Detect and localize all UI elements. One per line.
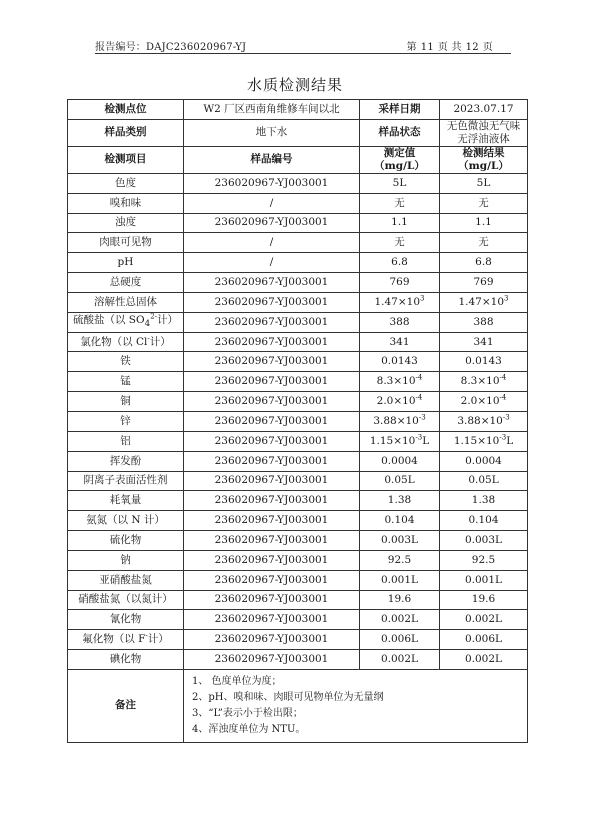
sample-no-cell: 236020967-YJ003001 <box>184 570 360 590</box>
measured-cell <box>360 273 440 293</box>
result-value: 0.0004 <box>465 454 502 467</box>
measured-cell <box>360 253 440 273</box>
measured-cell <box>360 292 440 312</box>
table-row <box>68 511 528 531</box>
result-cell <box>440 431 528 451</box>
item-name: 锌 <box>120 414 131 427</box>
page-prefix: 第 <box>406 42 417 53</box>
measured-value: 92.5 <box>387 553 412 566</box>
result-exponent: -4 <box>499 393 507 402</box>
item-cell <box>68 630 184 650</box>
item-cell <box>68 550 184 570</box>
measured-cell <box>360 411 440 431</box>
sample-no-cell: 236020967-YJ003001 <box>184 372 360 392</box>
item-name: 总硬度 <box>109 275 142 288</box>
item-cell <box>68 590 184 610</box>
page-mid: 页 共 <box>437 42 462 53</box>
item-name: 铜 <box>120 395 131 408</box>
result-value: 0.006L <box>464 633 503 646</box>
point-label: 检测点位 <box>68 100 184 120</box>
measured-value: 6.8 <box>391 256 408 269</box>
item-cell <box>68 213 184 233</box>
measured-value: 1.47×10 <box>374 295 421 308</box>
measured-exponent: -4 <box>415 393 423 402</box>
item-name: 氯化物（以 Cl <box>80 335 148 348</box>
result-cell <box>440 173 528 193</box>
result-suffix: L <box>506 434 514 447</box>
result-value: 1.15×10 <box>453 434 500 447</box>
sample-no-cell: 236020967-YJ003001 <box>184 491 360 511</box>
sample-no-cell: 236020967-YJ003001 <box>184 332 360 352</box>
measured-value: 0.0004 <box>381 454 418 467</box>
measured-exponent: -3 <box>418 413 426 422</box>
result-exponent: -3 <box>499 433 507 442</box>
report-number-value: DAJC236020967-YJ <box>146 42 247 53</box>
table-row <box>68 630 528 650</box>
item-superscript: - <box>147 334 150 343</box>
item-name: 溶解性总固体 <box>94 295 157 308</box>
table-row <box>68 650 528 670</box>
table-row <box>68 352 528 372</box>
item-cell <box>68 173 184 193</box>
result-value: 5L <box>476 176 491 189</box>
result-exponent: 3 <box>504 294 509 303</box>
result-value: 无 <box>478 196 489 209</box>
result-value: 0.001L <box>464 573 503 586</box>
item-name: 铁 <box>120 355 131 368</box>
table-row <box>68 491 528 511</box>
table-row <box>68 451 528 471</box>
result-value: 3.88×10 <box>457 414 503 427</box>
results-table <box>67 99 528 743</box>
table-row <box>68 392 528 412</box>
remark-line: 2、pH、嗅和味、肉眼可见物单位为无量纲 <box>192 691 384 703</box>
remarks-content <box>184 669 528 742</box>
table-row <box>68 531 528 551</box>
item-name: 肉眼可见物 <box>99 236 152 249</box>
item-name: 阴离子表面活性剂 <box>83 474 168 487</box>
result-cell <box>440 411 528 431</box>
item-name: pH <box>117 256 134 269</box>
measured-cell <box>360 610 440 630</box>
result-cell <box>440 253 528 273</box>
item-cell <box>68 233 184 253</box>
measured-value: 19.6 <box>387 593 412 606</box>
measured-value: 388 <box>389 315 410 328</box>
info-row-point <box>68 100 528 120</box>
page-total: 12 <box>465 42 479 53</box>
sample-no-cell: 236020967-YJ003001 <box>184 531 360 551</box>
result-value: 1.1 <box>475 216 492 229</box>
result-cell <box>440 590 528 610</box>
result-exponent: -3 <box>502 413 510 422</box>
sample-no-cell: / <box>184 253 360 273</box>
item-cell <box>68 273 184 293</box>
item-cell <box>68 372 184 392</box>
item-cell <box>68 352 184 372</box>
result-cell <box>440 630 528 650</box>
table-row <box>68 610 528 630</box>
measured-value: 1.1 <box>391 216 408 229</box>
result-value: 0.002L <box>464 613 503 626</box>
measured-cell <box>360 491 440 511</box>
result-value: 0.104 <box>468 514 499 527</box>
page-indicator <box>405 38 495 53</box>
result-cell <box>440 312 528 332</box>
sample-no-cell: 236020967-YJ003001 <box>184 471 360 491</box>
remark-line: 1、 色度单位为度； <box>192 675 282 687</box>
item-cell <box>68 451 184 471</box>
sample-no-cell: 236020967-YJ003001 <box>184 590 360 610</box>
item-name: 浊度 <box>115 216 136 229</box>
measured-cell <box>360 550 440 570</box>
page-title: 水质检测结果 <box>246 76 343 94</box>
item-subscript: 4 <box>144 318 151 329</box>
table-row <box>68 372 528 392</box>
table-row <box>68 273 528 293</box>
col-sample-header: 样品编号 <box>184 146 360 173</box>
measured-cell <box>360 372 440 392</box>
measured-value: 无 <box>394 236 405 249</box>
result-value: 0.0143 <box>465 355 502 368</box>
item-name: 耗氧量 <box>109 494 142 507</box>
sample-no-cell: / <box>184 193 360 213</box>
result-cell <box>440 352 528 372</box>
item-name: 氰化物 <box>109 613 142 626</box>
table-row <box>68 292 528 312</box>
result-cell <box>440 392 528 412</box>
sample-no-cell: 236020967-YJ003001 <box>184 312 360 332</box>
result-cell <box>440 570 528 590</box>
item-name: 钠 <box>120 553 131 566</box>
measured-value: 0.003L <box>380 533 419 546</box>
report-number <box>95 38 246 53</box>
result-value: 8.3×10 <box>460 375 500 388</box>
table-row <box>68 471 528 491</box>
sample-no-cell: 236020967-YJ003001 <box>184 550 360 570</box>
sample-no-cell: 236020967-YJ003001 <box>184 431 360 451</box>
sample-no-cell: 236020967-YJ003001 <box>184 650 360 670</box>
remark-line: 4、浑浊度单位为 NTU。 <box>192 723 306 735</box>
item-cell <box>68 253 184 273</box>
item-name: 色度 <box>115 176 136 189</box>
measured-exponent: 3 <box>420 294 425 303</box>
result-value: 1.47×10 <box>458 295 505 308</box>
item-superscript: - <box>145 631 148 640</box>
sample-no-cell: 236020967-YJ003001 <box>184 630 360 650</box>
result-cell <box>440 193 528 213</box>
remark-line: 3、“L”表示小于检出限； <box>192 707 303 719</box>
col-item-header: 检测项目 <box>68 146 184 173</box>
measured-exponent: -3 <box>415 433 423 442</box>
item-cell <box>68 511 184 531</box>
item-name: 挥发酚 <box>109 454 142 467</box>
result-value: 92.5 <box>471 553 496 566</box>
item-cell <box>68 650 184 670</box>
measured-value: 2.0×10 <box>376 395 416 408</box>
item-cell <box>68 471 184 491</box>
item-name: 硝酸盐氮（以氮计） <box>78 593 173 606</box>
date-value: 2023.07.17 <box>440 100 528 120</box>
measured-cell <box>360 590 440 610</box>
result-exponent: -4 <box>499 373 507 382</box>
measured-cell <box>360 431 440 451</box>
table-row <box>68 312 528 332</box>
result-value: 19.6 <box>471 593 496 606</box>
remarks-label: 备注 <box>68 669 184 742</box>
measured-value: 0.0143 <box>381 355 418 368</box>
table-row <box>68 173 528 193</box>
item-name: 锰 <box>120 375 131 388</box>
point-value: W2 厂区西南角维修车间以北 <box>184 100 360 120</box>
item-cell <box>68 411 184 431</box>
item-cell <box>68 392 184 412</box>
item-name: 铝 <box>120 434 131 447</box>
date-label: 采样日期 <box>360 100 440 120</box>
item-cell <box>68 570 184 590</box>
sample-no-cell: / <box>184 233 360 253</box>
item-name-tail: 计） <box>157 313 179 326</box>
result-cell <box>440 213 528 233</box>
sample-no-cell: 236020967-YJ003001 <box>184 411 360 431</box>
measured-value: 8.3×10 <box>376 375 416 388</box>
report-number-label: 报告编号： <box>95 42 146 53</box>
column-header-row <box>68 146 528 173</box>
item-name: 硫化物 <box>109 533 142 546</box>
page-suffix: 页 <box>482 42 493 53</box>
measured-cell <box>360 332 440 352</box>
item-name: 氨氮（以 N 计） <box>86 514 165 527</box>
result-value: 341 <box>473 335 494 348</box>
measured-value: 0.002L <box>380 613 419 626</box>
state-value: 无色微浊无气味无浮油液体 <box>440 119 528 146</box>
measured-value: 341 <box>389 335 410 348</box>
sample-no-cell: 236020967-YJ003001 <box>184 352 360 372</box>
result-value: 0.003L <box>464 533 503 546</box>
item-cell <box>68 431 184 451</box>
measured-cell <box>360 570 440 590</box>
state-label: 样品状态 <box>360 119 440 146</box>
item-name: 嗅和味 <box>109 196 142 209</box>
measured-value: 0.104 <box>384 514 415 527</box>
measured-value: 1.15×10 <box>369 434 416 447</box>
measured-value: 0.002L <box>380 653 419 666</box>
measured-cell <box>360 650 440 670</box>
measured-cell <box>360 630 440 650</box>
result-value: 0.05L <box>468 474 499 487</box>
result-cell <box>440 491 528 511</box>
measured-value: 3.88×10 <box>373 414 419 427</box>
table-row <box>68 411 528 431</box>
measured-value: 无 <box>394 196 405 209</box>
item-superscript: 2- <box>150 312 158 321</box>
result-cell <box>440 273 528 293</box>
table-row <box>68 332 528 352</box>
measured-cell <box>360 392 440 412</box>
item-cell <box>68 491 184 511</box>
measured-value: 0.006L <box>380 633 419 646</box>
result-cell <box>440 550 528 570</box>
measured-suffix: L <box>422 434 430 447</box>
item-name: 氟化物（以 F <box>82 633 146 646</box>
remarks-row <box>68 669 528 742</box>
result-value: 388 <box>473 315 494 328</box>
item-cell <box>68 193 184 213</box>
result-value: 6.8 <box>475 256 492 269</box>
type-label: 样品类别 <box>68 119 184 146</box>
sample-no-cell: 236020967-YJ003001 <box>184 273 360 293</box>
item-name: 亚硝酸盐氮 <box>99 573 152 586</box>
measured-exponent: -4 <box>415 373 423 382</box>
result-cell <box>440 610 528 630</box>
sample-no-cell: 236020967-YJ003001 <box>184 213 360 233</box>
measured-cell <box>360 511 440 531</box>
table-row <box>68 570 528 590</box>
measured-cell <box>360 193 440 213</box>
measured-value: 0.001L <box>380 573 419 586</box>
info-row-type <box>68 119 528 146</box>
result-value: 1.38 <box>471 494 496 507</box>
col-measured-header: 测定值（mg/L） <box>360 146 440 173</box>
result-cell <box>440 650 528 670</box>
measured-cell <box>360 233 440 253</box>
col-result-header: 检测结果（mg/L） <box>440 146 528 173</box>
result-value: 769 <box>473 275 494 288</box>
result-cell <box>440 511 528 531</box>
result-cell <box>440 372 528 392</box>
result-cell <box>440 531 528 551</box>
sample-no-cell: 236020967-YJ003001 <box>184 451 360 471</box>
result-value: 2.0×10 <box>460 395 500 408</box>
item-name: 硫酸盐（以 SO <box>72 313 145 326</box>
sample-no-cell: 236020967-YJ003001 <box>184 511 360 531</box>
measured-cell <box>360 531 440 551</box>
result-value: 0.002L <box>464 653 503 666</box>
sample-no-cell: 236020967-YJ003001 <box>184 173 360 193</box>
measured-cell <box>360 213 440 233</box>
item-cell <box>68 312 184 332</box>
item-name: 碘化物 <box>109 653 142 666</box>
measured-value: 1.38 <box>387 494 412 507</box>
sample-no-cell: 236020967-YJ003001 <box>184 292 360 312</box>
measured-cell <box>360 471 440 491</box>
item-cell <box>68 610 184 630</box>
item-cell <box>68 332 184 352</box>
page-current: 11 <box>420 42 434 53</box>
result-cell <box>440 451 528 471</box>
sample-no-cell: 236020967-YJ003001 <box>184 392 360 412</box>
result-cell <box>440 292 528 312</box>
item-name-tail: 计） <box>147 633 169 646</box>
result-cell <box>440 471 528 491</box>
table-row <box>68 431 528 451</box>
table-row <box>68 213 528 233</box>
item-name-tail: 计） <box>149 335 171 348</box>
table-row <box>68 193 528 213</box>
measured-cell <box>360 451 440 471</box>
header-divider <box>95 53 511 54</box>
table-row <box>68 233 528 253</box>
result-cell <box>440 233 528 253</box>
result-value: 无 <box>478 236 489 249</box>
measured-cell <box>360 173 440 193</box>
item-cell <box>68 292 184 312</box>
measured-value: 5L <box>392 176 407 189</box>
table-row <box>68 590 528 610</box>
measured-value: 0.05L <box>384 474 415 487</box>
table-row <box>68 253 528 273</box>
item-cell <box>68 531 184 551</box>
measured-cell <box>360 352 440 372</box>
result-cell <box>440 332 528 352</box>
sample-no-cell: 236020967-YJ003001 <box>184 610 360 630</box>
type-value: 地下水 <box>184 119 360 146</box>
table-row <box>68 550 528 570</box>
measured-cell <box>360 312 440 332</box>
measured-value: 769 <box>389 275 410 288</box>
